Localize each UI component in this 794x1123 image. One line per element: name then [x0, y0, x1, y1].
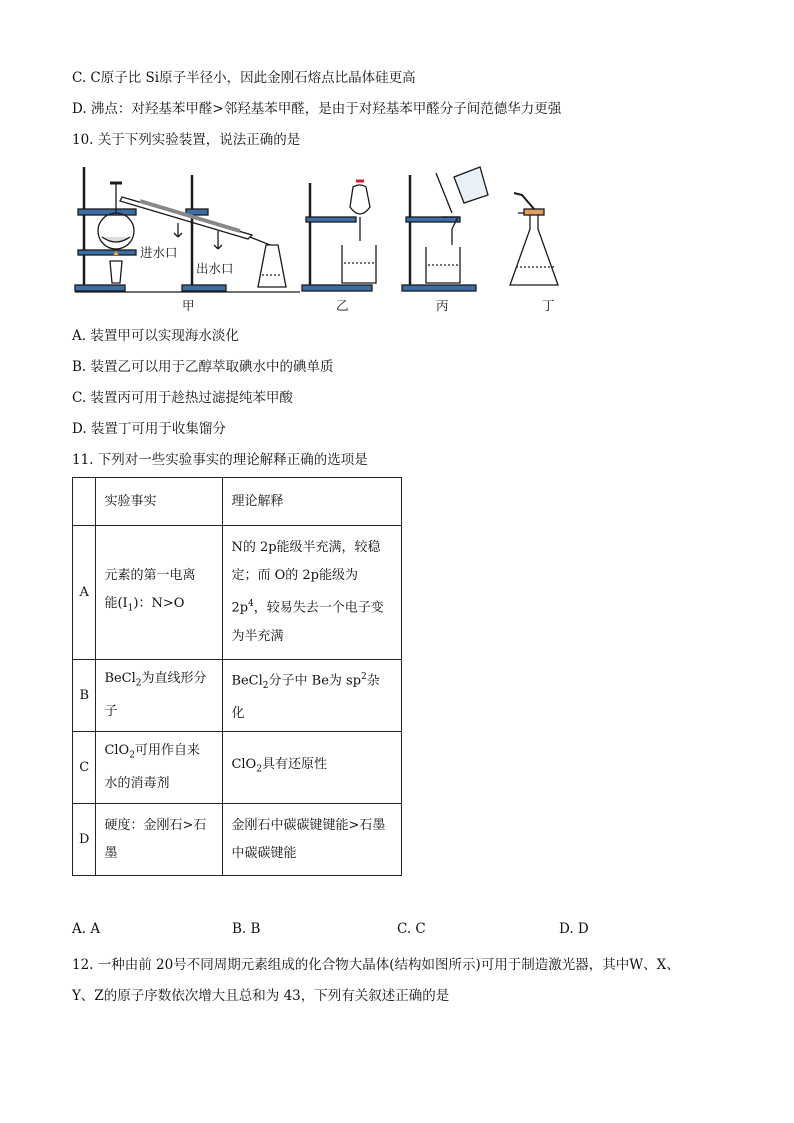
q11-option-c: C. C [397, 921, 426, 937]
q11-table [72, 477, 402, 876]
row-fact: 硬度：金刚石>石 墨 [96, 804, 223, 876]
q11-option-a: A. A [72, 921, 101, 937]
table-header-fact: 实验事实 [96, 478, 223, 526]
row-explanation: N的 2p能级半充满，较稳 定；而 O的 2p能级为 $2p^4$，较易失去一个电子变 为半充满 [223, 526, 402, 660]
table-row [73, 660, 402, 732]
row-fact: 元素的第一电离 能$(I_1)$：N>O [96, 526, 223, 660]
table-row [73, 526, 402, 660]
row-option-label: B [73, 660, 96, 732]
q11-option-d: D. D [559, 921, 589, 937]
q11-stem: 11. 下列对一些实验事实的理论解释正确的选项是 [72, 452, 368, 468]
table-row [73, 732, 402, 804]
q9-option-c: C. C原子比 Si原子半径小，因此金刚石熔点比晶体硅更高 [72, 70, 416, 86]
q11-option-b: B. B [232, 921, 261, 937]
apparatus-figure [70, 165, 590, 320]
label-bing: 丙 [436, 298, 449, 313]
q10-option-c: C. 装置丙可用于趁热过滤提纯苯甲酸 [72, 390, 293, 406]
row-explanation: BeCl$_2$分子中 Be为 $sp^2$杂 化 [223, 660, 402, 732]
row-option-label: C [73, 732, 96, 804]
table-header-blank [73, 478, 96, 526]
q9-option-d: D. 沸点：对羟基苯甲醛>邻羟基苯甲醛，是由于对羟基苯甲醛分子间范德华力更强 [72, 101, 562, 117]
label-jia: 甲 [182, 298, 195, 313]
q10-option-a: A. 装置甲可以实现海水淡化 [72, 328, 239, 344]
table-header-row [73, 478, 402, 526]
row-explanation: 金刚石中碳碳键键能>石墨 中碳碳键能 [223, 804, 402, 876]
row-explanation: ClO$_2$具有还原性 [223, 732, 402, 804]
label-outlet: 出水口 [196, 261, 234, 276]
table-row [73, 804, 402, 876]
label-ding: 丁 [542, 298, 555, 313]
row-option-label: A [73, 526, 96, 660]
q12-stem-line2: Y、Z的原子序数依次增大且总和为 43，下列有关叙述正确的是 [72, 988, 450, 1004]
label-inlet: 进水口 [140, 245, 178, 260]
q12-stem-line1: 12. 一种由前 20号不同周期元素组成的化合物大晶体(结构如图所示)可用于制造激光器，其中W、X、 [72, 957, 680, 973]
q10-stem: 10. 关于下列实验装置，说法正确的是 [72, 132, 301, 148]
row-fact: ClO$_2$可用作自来 水的消毒剂 [96, 732, 223, 804]
q10-option-b: B. 装置乙可以用于乙醇萃取碘水中的碘单质 [72, 359, 334, 375]
row-option-label: D [73, 804, 96, 876]
table-header-explanation: 理论解释 [223, 478, 402, 526]
label-yi: 乙 [336, 298, 349, 313]
row-fact: BeCl$_2$为直线形分 子 [96, 660, 223, 732]
q10-option-d: D. 装置丁可用于收集馏分 [72, 421, 226, 437]
